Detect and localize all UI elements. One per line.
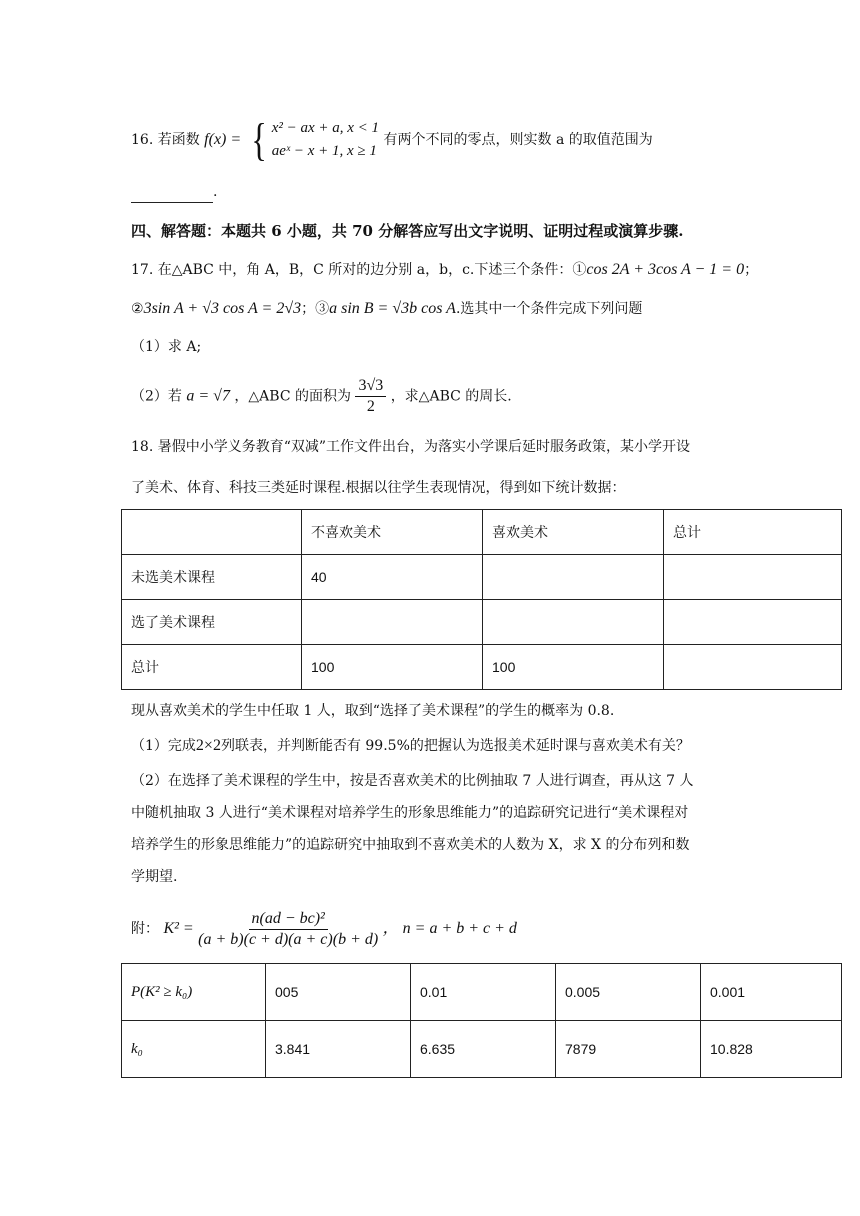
table-cell: P(K² ≥ k₀) <box>122 964 266 1021</box>
q17-part2-cond: a = √7 <box>186 387 230 405</box>
table-row <box>122 964 842 1021</box>
table-cell <box>302 600 483 645</box>
q16-cases <box>272 117 379 163</box>
q17-semi2: ；③ <box>301 301 330 317</box>
q17-part2-mid: ，△ABC 的面积为 <box>234 388 351 405</box>
table-cell <box>122 510 302 555</box>
appendix-label: 附： <box>131 921 159 937</box>
section4-heading: 四、解答题：本题共 6 小题，共 70 分解答应写出文字说明、证明过程或演算步骤. <box>131 222 684 240</box>
q16-piecewise <box>246 114 380 165</box>
table-cell: 0.001 <box>701 964 842 1021</box>
q16-line <box>131 114 653 165</box>
table-row <box>122 645 842 690</box>
table-cell <box>664 600 842 645</box>
q17-part2 <box>131 376 512 417</box>
table-cell: 未选美术课程 <box>122 555 302 600</box>
table-cell <box>664 555 842 600</box>
q18-part1-prefix: （1）完成 <box>131 738 196 754</box>
q18-part1 <box>131 735 690 757</box>
q17-part1: （1）求 A; <box>131 339 202 355</box>
formula-num: n(ad − bc)² <box>249 909 328 930</box>
formula-den: (a + b)(c + d)(a + c)(b + d) <box>198 930 379 948</box>
q17-area-num: 3√3 <box>355 376 386 397</box>
q16-func-lhs: f(x) = <box>204 131 242 148</box>
q16-prefix: 若函数 <box>157 132 200 148</box>
table-cell: 总计 <box>664 510 842 555</box>
q17-cond2: 3sin A + √3 cos A = 2√3 <box>143 300 302 317</box>
q18-part2-l1: （2）在选择了美术课程的学生中，按是否喜欢美术的比例抽取 7 人进行调查，再从这 7 人 <box>131 773 694 789</box>
table-cell: 3.841 <box>266 1021 411 1078</box>
q18-part2-l4: 学期望. <box>131 869 178 885</box>
q16-answer-line <box>131 181 217 203</box>
q16-case1: x² − ax + a, x < 1 <box>271 120 380 136</box>
q18-part2-l2: 中随机抽取 3 人进行“美术课程对培养学生的形象思维能力”的追踪研究记进行“美术课程对 <box>131 805 689 821</box>
q17-circle2: ② <box>131 301 144 317</box>
table-cell: 选了美术课程 <box>122 600 302 645</box>
table-cell: 0.01 <box>411 964 556 1021</box>
table-cell: 100 <box>302 645 483 690</box>
table-cell: 40 <box>302 555 483 600</box>
q18-line2: 了美术、体育、科技三类延时课程.根据以往学生表现情况，得到如下统计数据： <box>131 480 626 496</box>
table-cell: 005 <box>266 964 411 1021</box>
q17-part2-suffix: ，求△ABC 的周长. <box>390 388 512 405</box>
q17-stem: 17. 在△ABC 中，角 A，B，C 所对的边分别 a，b，c.下述三个条件：① <box>131 262 587 278</box>
q17-cond1: cos 2A + 3cos A − 1 = 0 <box>586 261 745 278</box>
table-cell: 总计 <box>122 645 302 690</box>
q17-semi1: ； <box>744 262 759 278</box>
q18-line1: 18. 暑假中小学义务教育“双减”工作文件出台，为落实小学课后延时服务政策，某小学开设 <box>131 439 691 455</box>
table-cell: 10.828 <box>701 1021 842 1078</box>
formula-fraction <box>198 909 378 950</box>
table-cell <box>664 645 842 690</box>
table-cell: 不喜欢美术 <box>302 510 483 555</box>
contingency-table <box>121 509 842 690</box>
table-header-row <box>122 510 842 555</box>
table-cell: 喜欢美术 <box>483 510 664 555</box>
q17-line2-suffix: .选其中一个条件完成下列问题 <box>455 301 643 317</box>
table-cell <box>483 555 664 600</box>
table-cell: k₀ <box>122 1021 266 1078</box>
table-row <box>122 1021 842 1078</box>
q16-case2: aeˣ − x + 1, x ≥ 1 <box>271 143 377 159</box>
q16-end: . <box>213 184 218 200</box>
table-cell: 100 <box>483 645 664 690</box>
q17-cond3: a sin B = √3b cos A <box>329 300 456 317</box>
q17-area-fraction <box>355 376 386 417</box>
table-cell: 6.635 <box>411 1021 556 1078</box>
formula-n: ， n = a + b + c + d <box>382 920 517 937</box>
q18-part1-math: 2×2 <box>195 737 221 754</box>
q17-part2-prefix: （2）若 <box>131 388 182 405</box>
formula-lhs: K² = <box>163 920 194 937</box>
q16-brace: { <box>250 114 267 165</box>
critical-value-table <box>121 963 842 1078</box>
q18-part2-l3: 培养学生的形象思维能力”的追踪研究中抽取到不喜欢美术的人数为 X，求 X 的分布列和数 <box>131 837 690 853</box>
table-row <box>122 555 842 600</box>
q18-after-table: 现从喜欢美术的学生中任取 1 人，取到“选择了美术课程”的学生的概率为 0.8. <box>131 703 615 719</box>
table-row <box>122 600 842 645</box>
table-cell <box>483 600 664 645</box>
q18-part1-suffix: 列联表，并判断能否有 99.5%的把握认为选报美术延时课与喜欢美术有关？ <box>220 738 690 754</box>
q17-line1 <box>131 259 758 281</box>
q17-line2 <box>131 298 642 320</box>
table-cell: 0.005 <box>556 964 701 1021</box>
q18-appendix <box>131 906 517 952</box>
q16-suffix: 有两个不同的零点，则实数 a 的取值范围为 <box>383 132 653 148</box>
q16-blank <box>131 188 213 203</box>
q17-area-den: 2 <box>366 398 375 415</box>
table-cell: 7879 <box>556 1021 701 1078</box>
q16-number: 16. <box>131 132 154 148</box>
